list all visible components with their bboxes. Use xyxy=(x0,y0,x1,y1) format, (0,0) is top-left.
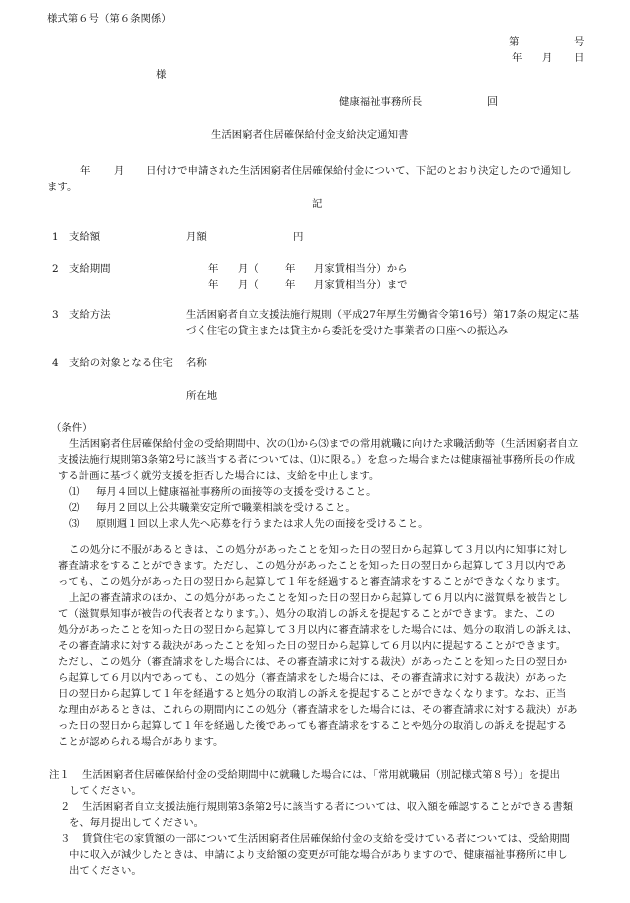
item-amount-yen: 円 xyxy=(293,231,304,243)
condition-item-number: ⑴ xyxy=(69,486,80,498)
item-period-label: 支給期間 xyxy=(69,263,111,275)
appeal-line: な理由があるときは、これらの期間内にこの処分（審査請求をした場合には、その審査請求に対する裁決）があ xyxy=(58,704,578,716)
note-line: してください。 xyxy=(69,785,142,797)
note-line: 生活困窮者住居確保給付金の受給期間中に就職した場合には、「常用就職届（別記様式第８号）」を提出 xyxy=(82,769,560,781)
note-number: ３ xyxy=(60,833,71,845)
note-line: 出てください。 xyxy=(69,865,142,877)
appeal-line: ら起算して６月以内であっても、この処分（審査請求をした場合には、その審査請求に対する裁決）があった xyxy=(58,672,567,684)
appeal-line: っても、この処分があった日の翌日から起算して１年を経過すると審査請求をすることができなくなります。 xyxy=(58,576,567,588)
appeal-line: 処分があったことを知った日の翌日から起算して３月以内に審査請求をした場合には、処分の取消しの訴えは、 xyxy=(58,624,578,636)
method-line2: づく住宅の貸主または貸主から委託を受けた事業者の口座への振込み xyxy=(186,325,509,337)
period-to-year: 年 xyxy=(208,279,219,291)
appeal-line: その審査請求に対する裁決があったことを知った日の翌日から起算して６月以内に提起することができます。 xyxy=(58,640,567,652)
conditions-heading: （条件） xyxy=(51,422,93,434)
note-number: ２ xyxy=(60,801,71,813)
addressee-suffix: 様 xyxy=(156,69,167,81)
conditions-line: 生活困窮者住居確保給付金の受給期間中、次の⑴から⑶までの常用就職に向けた求職活動等（生活困窮者自立 xyxy=(69,438,579,450)
period-from-year: 年 xyxy=(208,263,219,275)
period-from-year2: 年 xyxy=(285,263,296,275)
item-amount-monthly: 月額 xyxy=(186,231,207,243)
period-from-month: 月（ xyxy=(238,263,259,275)
date-month: 月 xyxy=(542,52,553,64)
conditions-line: する計画に基づく就労支援を拒否した場合には、支給を中止します。 xyxy=(58,470,380,482)
condition-item-text: 原則週１回以上求人先へ応募を行うまたは求人先の面接を受けること。 xyxy=(96,518,429,530)
intro-line1: 日付けで申請された生活困窮者住居確保給付金について、下記のとおり決定したので通知し xyxy=(146,165,572,177)
appeal-line: 日の翌日から起算して１年を経過すると処分の取消しの訴えを提起することができなくなります。なお、正当 xyxy=(58,688,567,700)
conditions-line: 支援法施行規則第3条第2号に該当する者については、⑴に限る。）を怠った場合または健康福祉事務所長の作成 xyxy=(58,454,575,466)
appeal-line: て（滋賀県知事が被告の代表者となります。）、処分の取消しの訴えを提起することができます。また、この xyxy=(58,608,556,620)
appeal-line: この処分に不服があるときは、この処分があったことを知った日の翌日から起算して３月以内に知事に対し xyxy=(69,544,568,556)
period-to-text: 月家賃相当分）まで xyxy=(314,279,408,291)
note-line: を、毎月提出してください。 xyxy=(69,817,205,829)
date-year: 年 xyxy=(512,52,523,64)
item-housing-label: 支給の対象となる住宅 xyxy=(69,357,173,369)
number-suffix: 号 xyxy=(574,36,585,48)
note-number: 注１ xyxy=(49,769,70,781)
note-line: 生活困窮者自立支援法施行規則第3条第2号に該当する者については、収入額を確認することができる書類 xyxy=(82,801,573,813)
number-prefix: 第 xyxy=(509,36,520,48)
period-from-text: 月家賃相当分）から xyxy=(314,263,408,275)
appeal-line: ことが認められる場合があります。 xyxy=(58,736,224,748)
form-label: 様式第６号（第６条関係） xyxy=(47,13,172,25)
appeal-line: 上記の審査請求のほか、この処分があったことを知った日の翌日から起算して６月以内に滋賀県を被告とし xyxy=(69,592,568,604)
condition-item-text: 毎月２回以上公共職業安定所で職業相談を受けること。 xyxy=(96,502,356,514)
appeal-line: 審査請求をすることができます。ただし、この処分があったことを知った日の翌日から起算して３月以内であ xyxy=(58,560,567,572)
item-amount-number: 1 xyxy=(52,231,59,243)
condition-item-text: 毎月４回以上健康福祉事務所の面接等の支援を受けること。 xyxy=(96,486,377,498)
condition-item-number: ⑵ xyxy=(69,502,80,514)
item-housing-number: 4 xyxy=(52,357,59,369)
condition-item-number: ⑶ xyxy=(69,518,80,530)
date-day: 日 xyxy=(574,52,585,64)
ki-heading: 記 xyxy=(312,198,323,210)
seal-mark: 回 xyxy=(487,95,498,108)
method-line1: 生活困窮者自立支援法施行規則（平成27年厚生労働省令第16号）第17条の規定に基 xyxy=(186,309,579,321)
intro-year: 年 xyxy=(80,165,91,177)
appeal-line: ただし、この処分（審査請求をした場合には、その審査請求に対する裁決）があったことを知った日の翌日か xyxy=(58,656,568,668)
appeal-line: った日の翌日から起算して１年を経過した後であっても審査請求をすることや処分の取消しの訴えを提起する xyxy=(58,720,568,732)
item-amount-label: 支給額 xyxy=(69,231,101,243)
period-to-year2: 年 xyxy=(285,279,296,291)
item-method-label: 支給方法 xyxy=(69,309,111,321)
document-title: 生活困窮者住居確保給付金支給決定通知書 xyxy=(211,129,409,141)
item-period-number: 2 xyxy=(52,263,59,275)
intro-month: 月 xyxy=(114,165,125,177)
note-line: 賃貸住宅の家賃額の一部について生活困窮者住居確保給付金の支給を受けている者については、受給期間 xyxy=(82,833,570,845)
housing-address-label: 所在地 xyxy=(186,390,218,402)
item-method-number: 3 xyxy=(52,309,59,321)
period-to-month: 月（ xyxy=(238,279,259,291)
housing-name-label: 名称 xyxy=(186,357,207,369)
issuer: 健康福祉事務所長 xyxy=(339,96,423,108)
note-line: 中に収入が減少したときは、申請により支給額の変更が可能な場合がありますので、健康福祉事務所に申し xyxy=(69,849,568,861)
intro-line2: ます。 xyxy=(47,181,78,193)
